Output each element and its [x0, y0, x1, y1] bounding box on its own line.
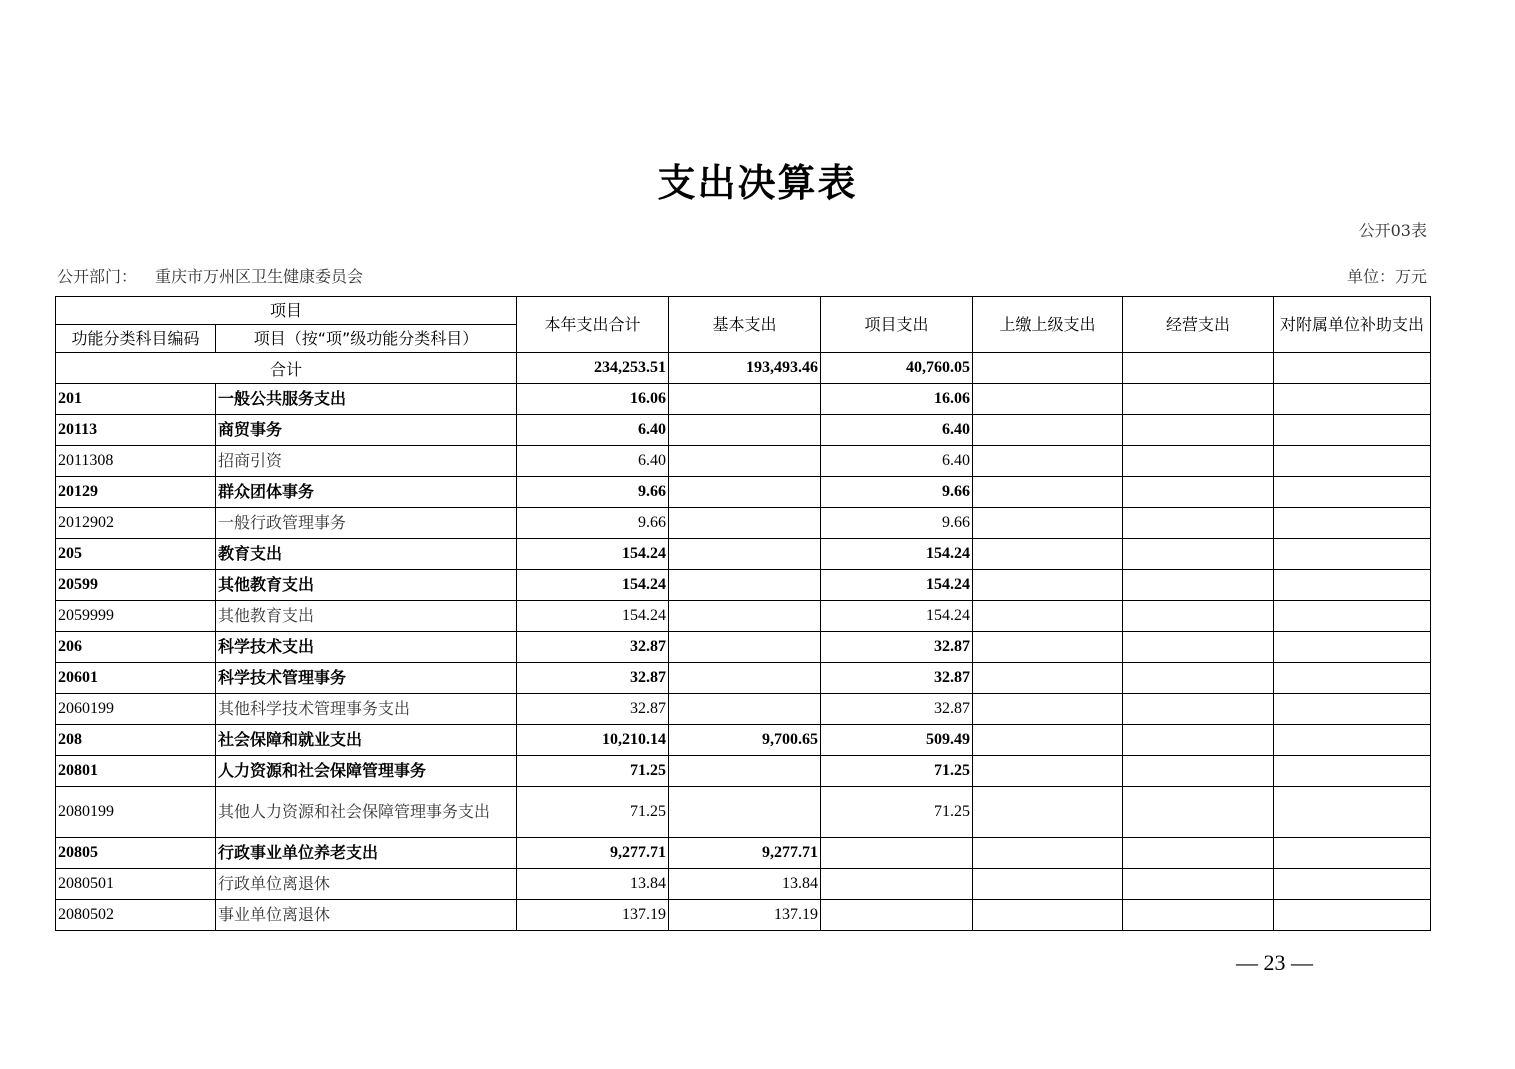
row-subsidy [1274, 838, 1431, 869]
summary-row [56, 353, 1431, 384]
row-business [1123, 477, 1274, 508]
row-name: 群众团体事务 [216, 477, 517, 508]
row-upper [973, 787, 1123, 838]
row-project [821, 869, 973, 900]
row-project: 6.40 [821, 446, 973, 477]
row-name: 科学技术支出 [216, 632, 517, 663]
table-row [56, 663, 1431, 694]
table-row [56, 787, 1431, 838]
table-row [56, 477, 1431, 508]
table-row [56, 415, 1431, 446]
row-upper [973, 869, 1123, 900]
table-body [56, 353, 1431, 931]
row-total: 71.25 [517, 787, 669, 838]
row-project [821, 838, 973, 869]
department-line [57, 264, 363, 287]
row-total: 16.06 [517, 384, 669, 415]
row-upper [973, 601, 1123, 632]
row-code: 2080501 [56, 869, 216, 900]
row-project: 32.87 [821, 632, 973, 663]
table-row [56, 539, 1431, 570]
row-project: 154.24 [821, 601, 973, 632]
row-business [1123, 601, 1274, 632]
row-basic: 9,700.65 [669, 725, 821, 756]
table-row [56, 570, 1431, 601]
row-project: 16.06 [821, 384, 973, 415]
table-header [56, 297, 1431, 353]
header-upper: 上缴上级支出 [973, 297, 1123, 353]
row-basic [669, 663, 821, 694]
row-project: 154.24 [821, 570, 973, 601]
row-upper [973, 838, 1123, 869]
row-code: 20805 [56, 838, 216, 869]
summary-upper [973, 353, 1123, 384]
row-total: 32.87 [517, 694, 669, 725]
row-code: 20599 [56, 570, 216, 601]
row-upper [973, 570, 1123, 601]
row-subsidy [1274, 900, 1431, 931]
header-item: 项目 [56, 297, 517, 325]
row-name: 事业单位离退休 [216, 900, 517, 931]
row-subsidy [1274, 787, 1431, 838]
summary-basic: 193,493.46 [669, 353, 821, 384]
row-project: 9.66 [821, 477, 973, 508]
row-total: 154.24 [517, 539, 669, 570]
row-name: 招商引资 [216, 446, 517, 477]
page-number: — 23 — [1236, 950, 1313, 975]
row-name: 科学技术管理事务 [216, 663, 517, 694]
row-upper [973, 756, 1123, 787]
row-business [1123, 539, 1274, 570]
row-upper [973, 384, 1123, 415]
table-row [56, 694, 1431, 725]
row-subsidy [1274, 539, 1431, 570]
row-subsidy [1274, 446, 1431, 477]
row-business [1123, 694, 1274, 725]
row-code: 2059999 [56, 601, 216, 632]
row-name: 社会保障和就业支出 [216, 725, 517, 756]
row-basic: 13.84 [669, 869, 821, 900]
header-total: 本年支出合计 [517, 297, 669, 353]
row-basic [669, 446, 821, 477]
row-basic [669, 570, 821, 601]
summary-total: 234,253.51 [517, 353, 669, 384]
table-row [56, 601, 1431, 632]
row-code: 206 [56, 632, 216, 663]
row-subsidy [1274, 756, 1431, 787]
row-total: 32.87 [517, 663, 669, 694]
row-subsidy [1274, 477, 1431, 508]
header-name: 项目（按“项”级功能分类科目） [216, 325, 517, 353]
row-name: 教育支出 [216, 539, 517, 570]
row-total: 10,210.14 [517, 725, 669, 756]
row-code: 2080199 [56, 787, 216, 838]
row-name: 其他教育支出 [216, 601, 517, 632]
row-basic [669, 415, 821, 446]
row-project: 71.25 [821, 787, 973, 838]
summary-business [1123, 353, 1274, 384]
row-code: 2011308 [56, 446, 216, 477]
table-row [56, 446, 1431, 477]
table-row [56, 508, 1431, 539]
header-subsidy: 对附属单位补助支出 [1274, 297, 1431, 353]
row-code: 2080502 [56, 900, 216, 931]
row-basic [669, 632, 821, 663]
row-code: 20801 [56, 756, 216, 787]
row-project: 509.49 [821, 725, 973, 756]
summary-subsidy [1274, 353, 1431, 384]
row-business [1123, 756, 1274, 787]
row-upper [973, 632, 1123, 663]
row-subsidy [1274, 384, 1431, 415]
row-business [1123, 570, 1274, 601]
table-row [56, 869, 1431, 900]
row-total: 154.24 [517, 601, 669, 632]
table-row [56, 632, 1431, 663]
row-business [1123, 663, 1274, 694]
header-project: 项目支出 [821, 297, 973, 353]
row-code: 2012902 [56, 508, 216, 539]
row-total: 32.87 [517, 632, 669, 663]
row-business [1123, 446, 1274, 477]
row-name: 其他科学技术管理事务支出 [216, 694, 517, 725]
form-number: 公开03表 [1358, 221, 1427, 240]
row-code: 2060199 [56, 694, 216, 725]
row-subsidy [1274, 415, 1431, 446]
row-upper [973, 663, 1123, 694]
row-subsidy [1274, 570, 1431, 601]
row-business [1123, 725, 1274, 756]
row-subsidy [1274, 601, 1431, 632]
row-code: 205 [56, 539, 216, 570]
row-name: 行政单位离退休 [216, 869, 517, 900]
row-project [821, 900, 973, 931]
row-project: 6.40 [821, 415, 973, 446]
row-business [1123, 900, 1274, 931]
row-upper [973, 477, 1123, 508]
row-business [1123, 508, 1274, 539]
row-subsidy [1274, 508, 1431, 539]
row-basic [669, 694, 821, 725]
row-name: 人力资源和社会保障管理事务 [216, 756, 517, 787]
row-subsidy [1274, 663, 1431, 694]
department-name: 重庆市万州区卫生健康委员会 [155, 267, 364, 286]
header-basic: 基本支出 [669, 297, 821, 353]
row-total: 13.84 [517, 869, 669, 900]
table-row [56, 384, 1431, 415]
row-total: 71.25 [517, 756, 669, 787]
page-title: 支出决算表 [657, 160, 858, 205]
row-upper [973, 694, 1123, 725]
row-code: 20601 [56, 663, 216, 694]
row-project: 32.87 [821, 663, 973, 694]
row-name: 其他人力资源和社会保障管理事务支出 [216, 787, 517, 838]
row-total: 6.40 [517, 446, 669, 477]
row-basic [669, 539, 821, 570]
table-row [56, 725, 1431, 756]
row-upper [973, 415, 1123, 446]
row-basic [669, 601, 821, 632]
expenditure-table [55, 296, 1431, 931]
row-upper [973, 539, 1123, 570]
row-subsidy [1274, 632, 1431, 663]
row-business [1123, 787, 1274, 838]
header-code: 功能分类科目编码 [56, 325, 216, 353]
row-total: 9.66 [517, 508, 669, 539]
row-basic [669, 477, 821, 508]
row-project: 154.24 [821, 539, 973, 570]
row-basic [669, 756, 821, 787]
row-business [1123, 384, 1274, 415]
row-total: 6.40 [517, 415, 669, 446]
department-label: 公开部门： [57, 267, 138, 286]
summary-project: 40,760.05 [821, 353, 973, 384]
row-code: 20129 [56, 477, 216, 508]
row-name: 一般公共服务支出 [216, 384, 517, 415]
table-row [56, 838, 1431, 869]
row-project: 71.25 [821, 756, 973, 787]
row-code: 208 [56, 725, 216, 756]
row-subsidy [1274, 725, 1431, 756]
row-upper [973, 508, 1123, 539]
row-business [1123, 838, 1274, 869]
row-code: 20113 [56, 415, 216, 446]
row-name: 商贸事务 [216, 415, 517, 446]
table-row [56, 756, 1431, 787]
row-business [1123, 632, 1274, 663]
row-upper [973, 900, 1123, 931]
row-subsidy [1274, 694, 1431, 725]
header-business: 经营支出 [1123, 297, 1274, 353]
row-basic: 9,277.71 [669, 838, 821, 869]
row-basic [669, 508, 821, 539]
row-project: 9.66 [821, 508, 973, 539]
row-total: 137.19 [517, 900, 669, 931]
row-project: 32.87 [821, 694, 973, 725]
row-upper [973, 446, 1123, 477]
row-total: 9,277.71 [517, 838, 669, 869]
row-name: 行政事业单位养老支出 [216, 838, 517, 869]
row-subsidy [1274, 869, 1431, 900]
row-upper [973, 725, 1123, 756]
row-basic [669, 384, 821, 415]
table-row [56, 900, 1431, 931]
row-code: 201 [56, 384, 216, 415]
row-basic [669, 787, 821, 838]
row-business [1123, 415, 1274, 446]
row-business [1123, 869, 1274, 900]
row-total: 154.24 [517, 570, 669, 601]
row-name: 其他教育支出 [216, 570, 517, 601]
unit-label: 单位：万元 [1346, 267, 1427, 286]
row-basic: 137.19 [669, 900, 821, 931]
row-total: 9.66 [517, 477, 669, 508]
row-name: 一般行政管理事务 [216, 508, 517, 539]
summary-label: 合计 [56, 353, 517, 384]
